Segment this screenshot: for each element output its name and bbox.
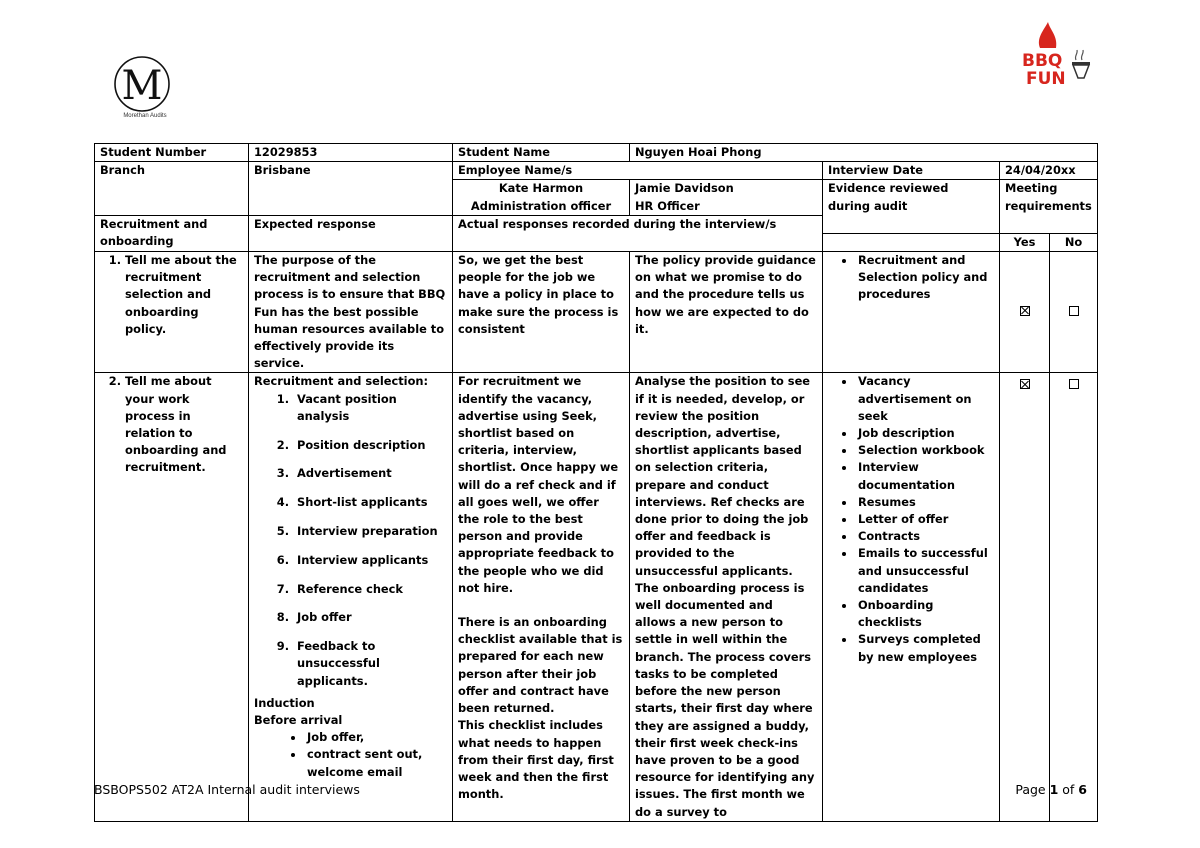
table-row	[95, 373, 1098, 821]
no-cell[interactable]	[1050, 252, 1098, 373]
list-item: 9. Feedback to unsuccessful applicants.	[293, 638, 447, 690]
yes-checkbox-checked[interactable]	[1020, 379, 1030, 389]
yes-cell[interactable]	[1000, 373, 1050, 821]
evidence-item: • Onboarding checklists	[856, 597, 994, 631]
expected-response-header: Expected response	[249, 215, 453, 251]
expected-cell: The purpose of the recruitment and selection process is to ensure that BBQ Fun has the best possible human resources available to effectively provide its service.	[249, 252, 453, 373]
response-1-part2: There is an onboarding checklist available that is prepared for each new person after their job offer and contract have been returned.	[458, 615, 623, 716]
evidence-cell	[823, 373, 1000, 821]
employee-1-name: Kate Harmon	[498, 181, 584, 196]
evidence-item: • Surveys completed by new employees	[856, 631, 994, 665]
evidence-item: • Contracts	[856, 528, 994, 545]
response-2-cell: Analyse the position to see if it is needed, develop, or review the position description, advertise, shortlist applicants based on selection criteria, prepare and conduct interviews. Ref checks are done prior to doing the job offer and feedback is provided to the unsuccessful applicants. The onboarding process is well documented and allows a new person to settle in well within the branch. The process covers tasks to be completed before the new person starts, their first day where they are assigned a buddy, their first week check-ins have proven to be a good resource for identifying any issues. The first month we do a survey to	[630, 373, 823, 821]
employee-2	[630, 180, 823, 215]
branch-value: Brisbane	[249, 162, 453, 216]
interview-date-label: Interview Date	[823, 162, 1000, 180]
no-header: No	[1050, 233, 1098, 251]
footer-document-title: BSBOPS502 AT2A Internal audit interviews	[94, 782, 360, 797]
evidence-cell	[823, 252, 1000, 373]
evidence-item: • Vacancy advertisement on seek	[856, 373, 994, 425]
employee-names-label: Employee Name/s	[453, 162, 823, 180]
employee-2-role: HR Officer	[635, 198, 700, 213]
footer-page-number	[1015, 782, 1087, 797]
employee-1	[453, 180, 630, 215]
student-name-label: Student Name	[453, 144, 630, 162]
employee-2-name: Jamie Davidson	[635, 181, 734, 196]
page-total: 6	[1078, 782, 1087, 797]
no-checkbox[interactable]	[1069, 379, 1079, 389]
induction-heading: Induction	[254, 695, 315, 710]
evidence-item: • Emails to successful and unsuccessful candidates	[856, 545, 994, 597]
list-item: 6. Interview applicants	[293, 552, 447, 569]
evidence-item: • Letter of offer	[856, 511, 994, 528]
svg-text:M: M	[121, 63, 163, 109]
branch-label: Branch	[95, 162, 249, 216]
list-item: 7. Reference check	[293, 581, 447, 598]
response-1-cell	[453, 373, 630, 821]
table-row	[95, 252, 1098, 373]
bbq-fun-logo	[1018, 20, 1094, 90]
list-item: • Job offer,	[305, 729, 447, 746]
student-number-value: 12029853	[249, 144, 453, 162]
page-prefix: Page	[1015, 782, 1050, 797]
evidence-item: • Interview documentation	[856, 459, 994, 493]
question-text: 1. Tell me about the recruitment selection and onboarding policy.	[125, 252, 243, 338]
yes-checkbox-checked[interactable]	[1020, 306, 1030, 316]
evidence-item: • Recruitment and Selection policy and procedures	[856, 252, 994, 304]
list-item: 3. Advertisement	[293, 465, 447, 482]
question-cell	[95, 252, 249, 373]
list-item: 2. Position description	[293, 437, 447, 454]
question-cell	[95, 373, 249, 821]
no-checkbox[interactable]	[1069, 306, 1079, 316]
no-cell[interactable]	[1050, 373, 1098, 821]
audit-interview-table	[94, 143, 1098, 822]
expected-heading: Recruitment and selection:	[254, 374, 429, 389]
evidence-header: Evidence reviewed during audit	[823, 180, 1000, 233]
response-1-part3: This checklist includes what needs to happen from their first day, first week and then the first month.	[458, 718, 614, 802]
list-item: 1. Vacant position analysis	[293, 391, 447, 425]
employee-1-role: Administration officer	[470, 198, 612, 213]
evidence-item: • Job description	[856, 425, 994, 442]
response-2-cell: The policy provide guidance on what we promise to do and the procedure tells us how we are expected to do it.	[630, 252, 823, 373]
logo-caption: Morethan Audits	[123, 113, 167, 119]
student-number-label: Student Number	[95, 144, 249, 162]
page-of: of	[1058, 782, 1079, 797]
svg-text:BBQ: BBQ	[1022, 51, 1063, 71]
list-item: 4. Short-list applicants	[293, 494, 447, 511]
evidence-item: • Resumes	[856, 494, 994, 511]
student-name-value: Nguyen Hoai Phong	[630, 144, 1098, 162]
list-item: 8. Job offer	[293, 609, 447, 626]
meeting-requirements-header: Meeting requirements	[1000, 180, 1098, 215]
yes-header: Yes	[1000, 233, 1050, 251]
svg-text:FUN: FUN	[1026, 69, 1066, 89]
interview-date-value: 24/04/20xx	[1000, 162, 1098, 180]
section-label: Recruitment and onboarding	[95, 215, 249, 251]
page-current: 1	[1049, 782, 1059, 797]
evidence-item: • Selection workbook	[856, 442, 994, 459]
expected-cell	[249, 373, 453, 821]
morethan-audits-logo	[104, 54, 180, 118]
list-item: • contract sent out, welcome email	[305, 746, 447, 780]
before-arrival-heading: Before arrival	[254, 713, 343, 728]
list-item: 5. Interview preparation	[293, 523, 447, 540]
response-1-cell: So, we get the best people for the job we have a policy in place to make sure the process is consistent	[453, 252, 630, 373]
response-1-part1: For recruitment we identify the vacancy, advertise using Seek, shortlist based on criteria, interview, shortlist. Once happy we will do a ref check and if all goes well, we offer the role to the best person and provide appropriate feedback to the people who we did not hire.	[458, 374, 619, 595]
question-text: 2. Tell me about your work process in relation to onboarding and recruitment.	[125, 373, 243, 476]
yes-cell[interactable]	[1000, 252, 1050, 373]
actual-responses-header: Actual responses recorded during the interview/s	[453, 215, 823, 251]
